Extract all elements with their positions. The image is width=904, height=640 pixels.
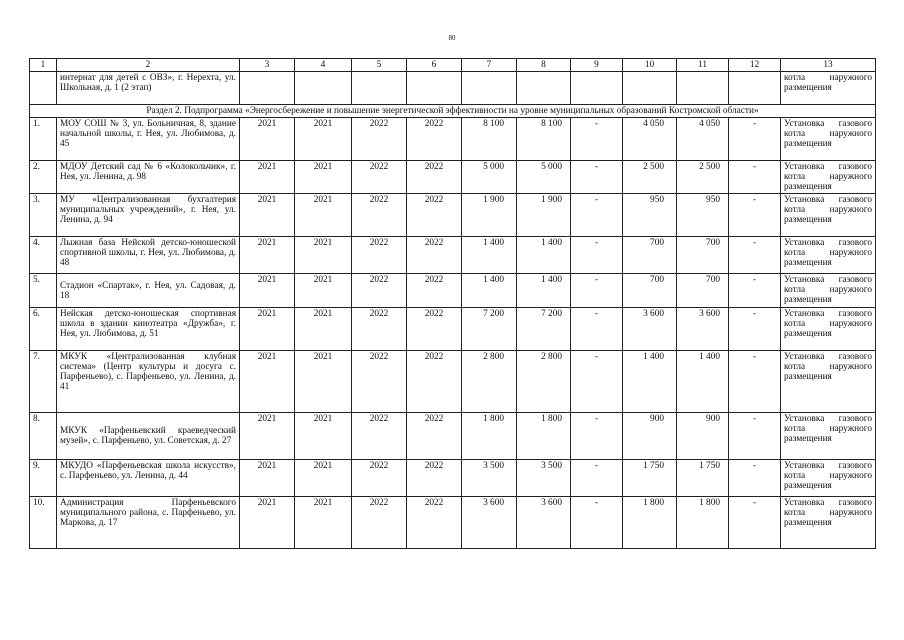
col-11: 2 500 <box>677 161 729 194</box>
col-3: 2021 <box>240 274 295 308</box>
col-4: 2021 <box>295 161 352 194</box>
col-5: 2022 <box>352 308 407 351</box>
col-4: 2021 <box>295 351 352 413</box>
row-number: 8. <box>30 413 57 460</box>
col-8: 3 500 <box>517 460 571 497</box>
col-7: 8 100 <box>462 118 517 161</box>
object-name: Нейская детско-юношеская спортивная школа в здании кинотеатра «Дружба», г. Нея, ул. Любимова, д. 51 <box>57 308 240 351</box>
measure-description: Установка газового котла наружного размещения <box>781 351 876 413</box>
col-8: 1 400 <box>517 237 571 274</box>
row-number: 5. <box>30 274 57 308</box>
col-3: 2021 <box>240 460 295 497</box>
object-name: Администрация Парфеньевского муниципального района, с. Парфеньево, ул. Маркова, д. 17 <box>57 497 240 549</box>
col-9: - <box>571 351 623 413</box>
continuation-row <box>30 72 876 105</box>
col-10: 1 750 <box>623 460 677 497</box>
col-6: 2022 <box>407 413 462 460</box>
col-5: 2022 <box>352 161 407 194</box>
continuation-name: интернат для детей с ОВЗ», г. Нерехта, ул. Школьная, д. 1 (2 этап) <box>57 72 240 105</box>
table-row <box>30 460 876 497</box>
header-cell: 1 <box>30 59 57 72</box>
col-5: 2022 <box>352 194 407 237</box>
col-6: 2022 <box>407 460 462 497</box>
row-number: 4. <box>30 237 57 274</box>
col-9: - <box>571 308 623 351</box>
col-5: 2022 <box>352 497 407 549</box>
col-12: - <box>729 274 781 308</box>
measure-description: Установка газового котла наружного размещения <box>781 237 876 274</box>
col-10: 950 <box>623 194 677 237</box>
col-6: 2022 <box>407 308 462 351</box>
col-10: 1 400 <box>623 351 677 413</box>
col-11: 900 <box>677 413 729 460</box>
measure-description: Установка газового котла наружного размещения <box>781 161 876 194</box>
col-10: 4 050 <box>623 118 677 161</box>
col-11: 950 <box>677 194 729 237</box>
col-4: 2021 <box>295 497 352 549</box>
col-4: 2021 <box>295 413 352 460</box>
object-name: МКУК «Парфеньевский краеведческий музей», с. Парфеньево, ул. Советская, д. 27 <box>57 413 240 460</box>
col-4: 2021 <box>295 194 352 237</box>
col-3: 2021 <box>240 413 295 460</box>
row-number: 2. <box>30 161 57 194</box>
header-cell: 10 <box>623 59 677 72</box>
col-11: 1 400 <box>677 351 729 413</box>
header-cell: 3 <box>240 59 295 72</box>
continuation-note: котла наружного размещения <box>781 72 876 105</box>
header-cell: 5 <box>352 59 407 72</box>
header-cell: 12 <box>729 59 781 72</box>
col-9: - <box>571 237 623 274</box>
col-8: 8 100 <box>517 118 571 161</box>
table-row <box>30 118 876 161</box>
col-6: 2022 <box>407 497 462 549</box>
col-5: 2022 <box>352 460 407 497</box>
col-11: 4 050 <box>677 118 729 161</box>
col-12: - <box>729 118 781 161</box>
col-5: 2022 <box>352 351 407 413</box>
section-row <box>30 105 876 118</box>
col-10: 3 600 <box>623 308 677 351</box>
table-row <box>30 308 876 351</box>
header-cell: 8 <box>517 59 571 72</box>
header-cell: 6 <box>407 59 462 72</box>
header-cell: 9 <box>571 59 623 72</box>
col-5: 2022 <box>352 274 407 308</box>
col-11: 1 750 <box>677 460 729 497</box>
col-12: - <box>729 161 781 194</box>
header-cell: 7 <box>462 59 517 72</box>
header-cell: 4 <box>295 59 352 72</box>
row-number: 1. <box>30 118 57 161</box>
col-3: 2021 <box>240 161 295 194</box>
col-11: 3 600 <box>677 308 729 351</box>
object-name: Стадион «Спартак», г. Нея, ул. Садовая, д. 18 <box>57 274 240 308</box>
col-6: 2022 <box>407 194 462 237</box>
object-name: Лыжная база Нейской детско-юношеской спортивной школы, г. Нея, ул. Любимова, д. 48 <box>57 237 240 274</box>
col-12: - <box>729 308 781 351</box>
measure-description: Установка газового котла наружного размещения <box>781 497 876 549</box>
col-7: 1 400 <box>462 237 517 274</box>
page-number: 80 <box>448 34 456 42</box>
header-cell: 13 <box>781 59 876 72</box>
object-name: МКУДО «Парфеньевская школа искусств», с. Парфеньево, ул. Ленина, д. 44 <box>57 460 240 497</box>
col-4: 2021 <box>295 460 352 497</box>
col-12: - <box>729 497 781 549</box>
col-5: 2022 <box>352 118 407 161</box>
measure-description: Установка газового котла наружного размещения <box>781 413 876 460</box>
measure-description: Установка газового котла наружного размещения <box>781 118 876 161</box>
col-9: - <box>571 118 623 161</box>
col-3: 2021 <box>240 497 295 549</box>
header-row <box>30 59 876 72</box>
col-3: 2021 <box>240 118 295 161</box>
col-8: 2 800 <box>517 351 571 413</box>
col-9: - <box>571 274 623 308</box>
col-12: - <box>729 194 781 237</box>
col-7: 3 500 <box>462 460 517 497</box>
col-11: 700 <box>677 237 729 274</box>
object-name: МКУК «Централизованная клубная система» (Центр культуры и досуга с. Парфеньево), с. Парфеньево, ул. Ленина, д. 41 <box>57 351 240 413</box>
col-3: 2021 <box>240 351 295 413</box>
measure-description: Установка газового котла наружного размещения <box>781 308 876 351</box>
col-9: - <box>571 161 623 194</box>
col-4: 2021 <box>295 237 352 274</box>
col-11: 1 800 <box>677 497 729 549</box>
col-5: 2022 <box>352 237 407 274</box>
col-10: 900 <box>623 413 677 460</box>
program-table <box>29 58 876 549</box>
table-row <box>30 161 876 194</box>
col-11: 700 <box>677 274 729 308</box>
row-number: 3. <box>30 194 57 237</box>
col-7: 5 000 <box>462 161 517 194</box>
col-4: 2021 <box>295 308 352 351</box>
col-8: 1 900 <box>517 194 571 237</box>
row-number: 7. <box>30 351 57 413</box>
col-4: 2021 <box>295 274 352 308</box>
col-5: 2022 <box>352 413 407 460</box>
section-title: Раздел 2. Подпрограмма «Энергосбережение и повышение энергетической эффективности на уровне муниципальных образований Костромской области» <box>30 105 876 118</box>
measure-description: Установка газового котла наружного размещения <box>781 274 876 308</box>
col-10: 700 <box>623 237 677 274</box>
col-12: - <box>729 351 781 413</box>
table-row <box>30 194 876 237</box>
col-9: - <box>571 497 623 549</box>
col-12: - <box>729 413 781 460</box>
col-6: 2022 <box>407 351 462 413</box>
row-number: 10. <box>30 497 57 549</box>
col-10: 2 500 <box>623 161 677 194</box>
object-name: МУ «Централизованная бухгалтерия муниципальных учреждений», г. Нея, ул. Ленина, д. 94 <box>57 194 240 237</box>
row-number: 9. <box>30 460 57 497</box>
col-7: 1 900 <box>462 194 517 237</box>
col-10: 1 800 <box>623 497 677 549</box>
row-number: 6. <box>30 308 57 351</box>
table-row <box>30 237 876 274</box>
col-8: 1 800 <box>517 413 571 460</box>
table-row <box>30 413 876 460</box>
col-7: 1 400 <box>462 274 517 308</box>
col-3: 2021 <box>240 194 295 237</box>
header-cell: 11 <box>677 59 729 72</box>
col-8: 1 400 <box>517 274 571 308</box>
col-9: - <box>571 413 623 460</box>
measure-description: Установка газового котла наружного размещения <box>781 460 876 497</box>
col-4: 2021 <box>295 118 352 161</box>
col-7: 2 800 <box>462 351 517 413</box>
col-8: 7 200 <box>517 308 571 351</box>
object-name: МДОУ Детский сад № 6 «Колокольчик», г. Нея, ул. Ленина, д. 98 <box>57 161 240 194</box>
col-10: 700 <box>623 274 677 308</box>
object-name: МОУ СОШ № 3, ул. Больничная, 8, здание начальной школы, г. Нея, ул. Любимова, д. 45 <box>57 118 240 161</box>
col-6: 2022 <box>407 118 462 161</box>
col-3: 2021 <box>240 237 295 274</box>
col-8: 5 000 <box>517 161 571 194</box>
col-6: 2022 <box>407 274 462 308</box>
col-6: 2022 <box>407 161 462 194</box>
col-7: 7 200 <box>462 308 517 351</box>
measure-description: Установка газового котла наружного размещения <box>781 194 876 237</box>
col-6: 2022 <box>407 237 462 274</box>
col-8: 3 600 <box>517 497 571 549</box>
col-12: - <box>729 460 781 497</box>
col-7: 1 800 <box>462 413 517 460</box>
col-9: - <box>571 194 623 237</box>
col-9: - <box>571 460 623 497</box>
table-row <box>30 497 876 549</box>
col-12: - <box>729 237 781 274</box>
table-row <box>30 274 876 308</box>
header-cell: 2 <box>57 59 240 72</box>
table-row <box>30 351 876 413</box>
col-3: 2021 <box>240 308 295 351</box>
col-7: 3 600 <box>462 497 517 549</box>
